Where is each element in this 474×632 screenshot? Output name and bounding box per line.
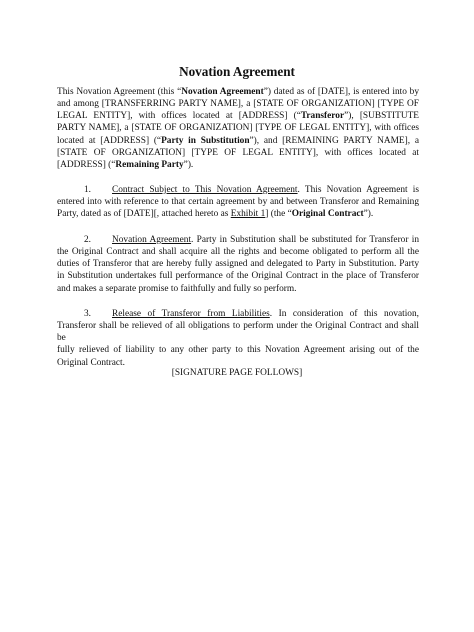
intro-line xyxy=(57,135,419,147)
section-2 xyxy=(57,234,419,295)
section-line: and makes a separate promise to faithfully and fully so perform. xyxy=(57,283,297,294)
section-number: 1. xyxy=(84,185,92,195)
defined-term: Remaining Party xyxy=(115,159,184,170)
section-number: 3. xyxy=(84,309,92,319)
section-3 xyxy=(57,308,419,369)
section-line xyxy=(57,184,419,196)
defined-term: Original Contract xyxy=(291,209,364,220)
intro-line: and among [TRANSFERRING PARTY NAME], a [STATE OF ORGANIZATION] [TYPE OF xyxy=(57,99,419,110)
section-text: ] (the “ xyxy=(265,209,292,220)
section-line: in Substitution undertakes full performance of the Original Contract in the place of Transferor xyxy=(57,271,419,282)
intro-text: [ADDRESS] (“ xyxy=(57,159,116,170)
section-text: . In consideration of this novation, xyxy=(269,309,419,319)
section-text: . Party in Substitution shall be substituted for Transferor in xyxy=(191,235,420,245)
defined-term: Novation Agreement xyxy=(181,87,264,97)
exhibit-reference: Exhibit 1 xyxy=(230,209,266,220)
section-line xyxy=(57,234,419,246)
intro-paragraph xyxy=(57,86,419,171)
intro-text: LEGAL ENTITY], with offices located at [ADDRESS] (“ xyxy=(57,111,301,122)
section-line: duties of Transferor that are hereby fully assigned and delegated to Party in Substitution. Party xyxy=(57,259,419,270)
intro-text: This Novation Agreement (this “ xyxy=(57,87,182,97)
section-heading: Release of Transferor from Liabilities xyxy=(112,309,270,319)
signature-page-note: [SIGNATURE PAGE FOLLOWS] xyxy=(171,368,303,378)
section-heading: Contract Subject to This Novation Agreement xyxy=(112,185,298,195)
section-text: ”). xyxy=(363,209,374,220)
section-line: fully relieved of liability to any other party to this Novation Agreement arising out of the xyxy=(57,345,419,356)
section-line: entered into with reference to that certain agreement by and between Transferor and Remaining xyxy=(57,197,419,208)
section-line: the Original Contract and shall acquire all the rights and become obligated to perform all the xyxy=(57,247,419,258)
section-heading: Novation Agreement xyxy=(112,235,192,245)
intro-line xyxy=(57,159,419,171)
defined-term: Transferor xyxy=(300,111,345,122)
section-line xyxy=(57,208,419,220)
section-number: 2. xyxy=(84,235,92,245)
document-title: Novation Agreement xyxy=(179,64,295,79)
intro-line xyxy=(57,110,419,122)
intro-line xyxy=(57,86,419,98)
intro-text: ”) dated as of [DATE], is entered into by xyxy=(263,87,419,97)
intro-text: ”), and [REMAINING PARTY NAME], a xyxy=(249,135,419,146)
intro-text: ”). xyxy=(183,159,194,170)
intro-line: PARTY NAME], a [STATE OF ORGANIZATION] [TYPE OF LEGAL ENTITY], with offices xyxy=(57,123,419,134)
section-line: Transferor shall be relieved of all obligations to perform under the Original Contract and shall be xyxy=(57,321,419,344)
defined-term: Party in Substitution xyxy=(161,135,250,146)
section-line xyxy=(57,308,419,320)
section-text: . This Novation Agreement is xyxy=(297,185,420,195)
intro-text: located at [ADDRESS] (“ xyxy=(57,135,162,146)
intro-text: ”), [SUBSTITUTE xyxy=(344,111,419,122)
section-line: Original Contract. xyxy=(57,357,125,368)
intro-line: [STATE OF ORGANIZATION] [TYPE OF LEGAL ENTITY], with offices located at xyxy=(57,147,419,158)
section-1 xyxy=(57,184,419,220)
section-text: Party, dated as of [DATE][, attached hereto as xyxy=(57,209,231,220)
